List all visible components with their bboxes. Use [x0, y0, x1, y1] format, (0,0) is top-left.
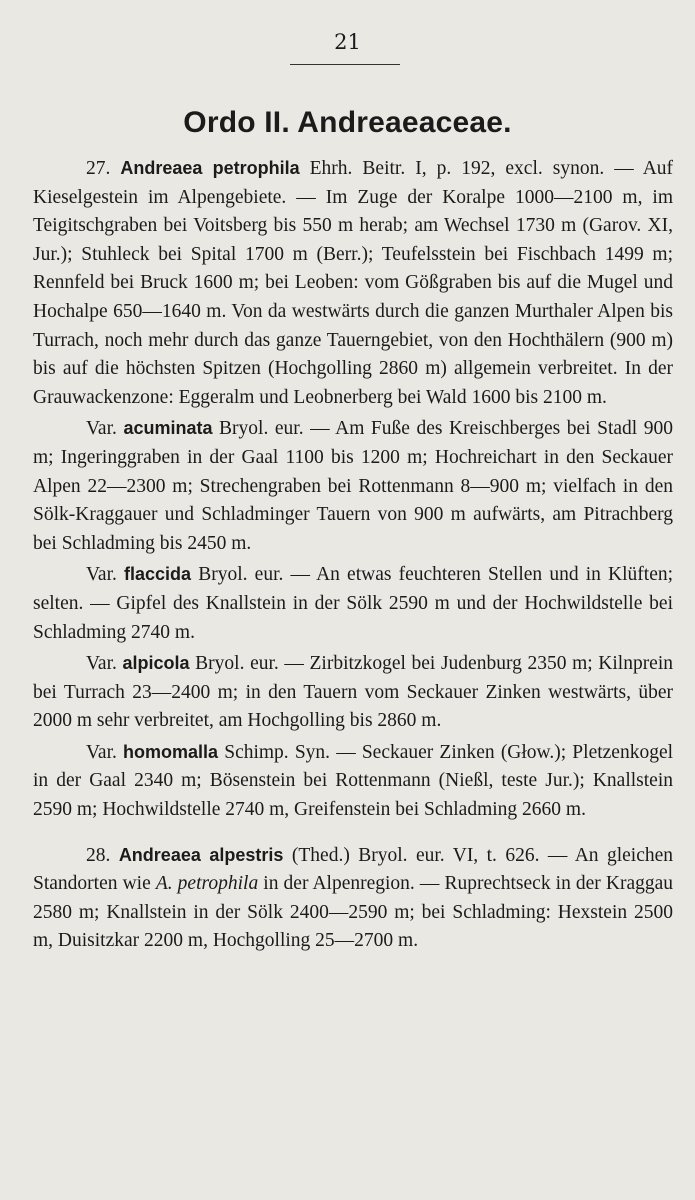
entry-text: Ehrh. Beitr. I, p. 192, excl. synon. — Auf Kieselgestein im Alpengebiete. — Im Zuge der Koralpe 1000—2100 m, im Teigitschgraben bei Voitsberg bis 550 m herab; am Wechsel 1730 m (Garov. XI, Jur.); Stuhleck bei Spital 1700 m (Berr.); Teufelsstein bei Fischbach 1499 m; Rennfeld bei Bruck 1600 m; bei Leoben: vom Gößgraben bis auf die Mugel und Hochalpe 650—1640 m. Von da westwärts durch die ganzen Murthaler Alpen bis Turrach, noch mehr durch das ganze Tauerngebiet, von den Hochthälern (900 m) bis auf die höchsten Spitzen (Hochgolling 2860 m) allgemein verbreitet. In der Grauwackenzone: Eggeralm und Leobnerberg bei Wald 1600 bis 2100 m. — [33, 158, 674, 408]
entry-number: 28. — [86, 844, 111, 866]
variety-name: flaccida — [124, 564, 192, 585]
variety-prefix: Var. — [86, 418, 117, 440]
variety-entry-acuminata — [33, 414, 673, 558]
entry-text: Schimp. Syn. — Seckauer Zinken (Głow.); Pletzenkogel in der Gaal 2340 m; Bösenstein bei Rottenmann (Nießl, teste Jur.); Knallstein 2590 m; Hochwildstelle 2740 m, Greifenstein bei Schladming 2660 m. — [33, 741, 674, 821]
species-entry-27 — [33, 154, 673, 412]
variety-prefix: Var. — [86, 564, 117, 586]
entry-text-continued: in der Alpenregion. — Ruprechtseck in der Kraggau 2580 m; Knallstein in der Sölk 2400—2590 m; bei Schladming: Hexstein 2500 m, Duisitzkar 2200 m, Hochgolling 25—2700 m. — [33, 873, 674, 952]
entry-number: 27. — [86, 158, 111, 179]
species-entry-28 — [33, 841, 673, 956]
entry-text: (Thed.) Bryol. eur. VI, t. 626. — An gleichen Standorten wie — [33, 844, 674, 895]
variety-prefix: Var. — [86, 741, 117, 763]
page-number: 21 — [334, 30, 361, 54]
variety-prefix: Var. — [86, 653, 117, 675]
variety-name: acuminata — [123, 418, 213, 439]
entry-text: Bryol. eur. — Zirbitzkogel bei Judenburg 2350 m; Kilnprein bei Turrach 23—2400 m; in den Tauern vom Seckauer Zinken westwärts, über 2000 m sehr verbreitet, am Hochgolling bis 2860 m. — [33, 653, 674, 732]
text-body — [33, 154, 673, 956]
variety-entry-homomalla — [33, 738, 673, 825]
variety-name: homomalla — [123, 741, 219, 762]
entry-text: Bryol. eur. — An etwas feuchteren Stellen und in Klüften; selten. — Gipfel des Knallstein in der Sölk 2590 m und der Hochwildstelle bei Schladming 2740 m. — [33, 564, 674, 643]
entry-text: Bryol. eur. — Am Fuße des Kreischberges bei Stadl 900 m; Ingeringgraben in der Gaal 1100 bis 1200 m; Hochreichart in den Seckauer Alpen 22—2300 m; Strechengraben bei Rottenmann 8—900 m; vielfach in den Sölk-Kraggauer und Schladminger Tauern von 900 m aufwärts, am Pitrachberg bei Schladming bis 2450 m. — [33, 418, 674, 554]
variety-entry-flaccida — [33, 560, 673, 647]
variety-entry-alpicola — [33, 649, 673, 736]
species-name: Andreaea alpestris — [118, 844, 284, 865]
order-heading: Ordo II. Andreaeaceae. — [183, 106, 512, 139]
species-name: Andreaea petrophila — [120, 158, 300, 178]
species-reference: A. petrophila — [155, 873, 259, 895]
variety-name: alpicola — [122, 653, 190, 674]
header-rule — [290, 64, 400, 65]
